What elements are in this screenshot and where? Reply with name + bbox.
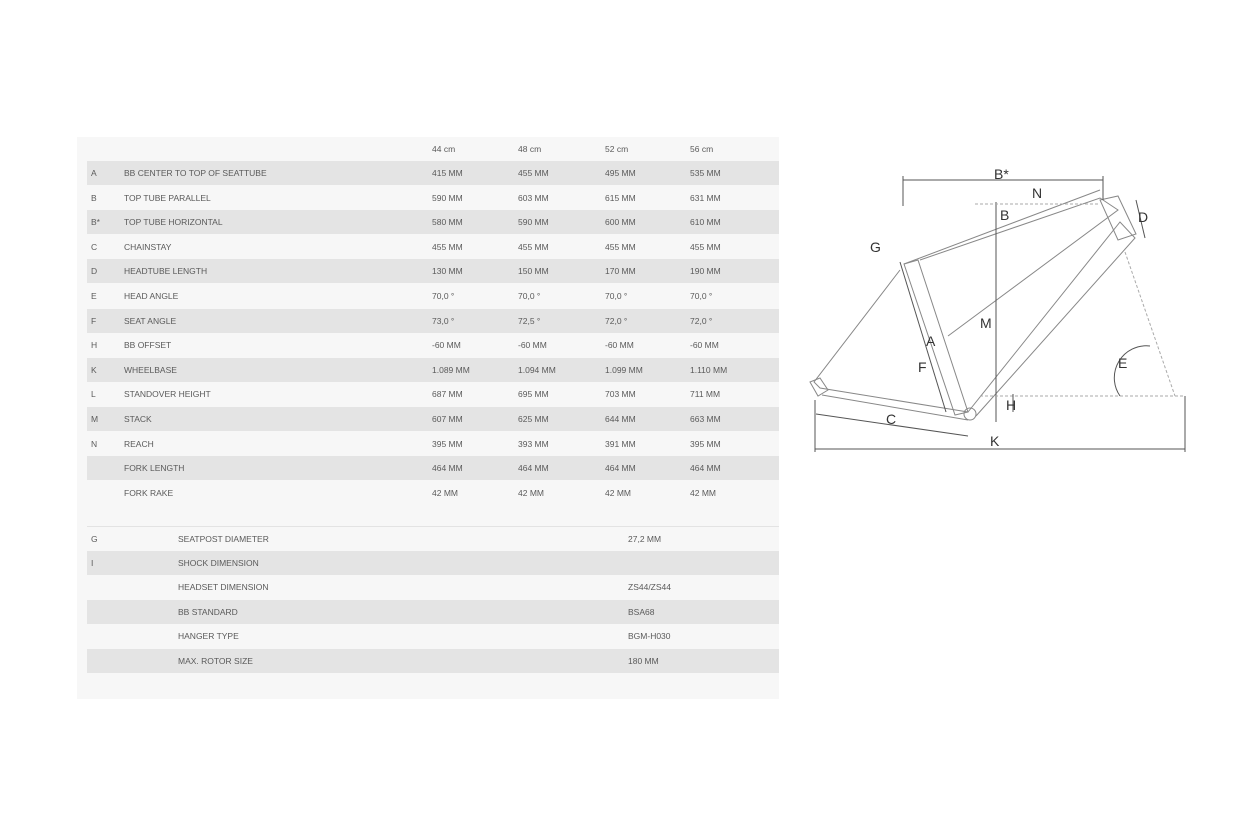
geometry-row (87, 481, 779, 505)
row-value: 42 MM (605, 487, 631, 498)
row-value: 395 MM (432, 438, 463, 449)
row-value: -60 MM (432, 340, 461, 351)
label-g: G (870, 239, 881, 255)
label-n: N (1032, 185, 1043, 201)
spec-row (87, 551, 779, 575)
spec-row (87, 575, 779, 599)
row-value: -60 MM (518, 340, 547, 351)
row-value: 455 MM (605, 241, 636, 252)
row-value: 72,0 ° (690, 315, 713, 326)
size-header: 44 cm (432, 144, 456, 154)
geometry-row (87, 210, 779, 234)
size-header: 48 cm (518, 144, 542, 154)
row-name: BB OFFSET (124, 340, 172, 351)
spec-value: BGM-H030 (628, 631, 671, 642)
spec-name: SHOCK DIMENSION (178, 557, 259, 568)
row-code: E (91, 291, 97, 301)
row-name: CHAINSTAY (124, 241, 172, 252)
row-code: D (91, 266, 98, 277)
row-value: 464 MM (690, 463, 721, 474)
size-header-row (87, 137, 779, 161)
label-b-star: B* (994, 166, 1009, 182)
geometry-row (87, 309, 779, 333)
row-value: -60 MM (605, 340, 634, 351)
spec-code: I (91, 557, 94, 568)
label-d: D (1138, 209, 1149, 225)
spec-value: ZS44/ZS44 (628, 582, 671, 593)
row-value: 415 MM (432, 168, 463, 178)
row-name: HEADTUBE LENGTH (124, 266, 208, 277)
size-header: 52 cm (605, 144, 629, 154)
row-name: STACK (124, 414, 152, 424)
row-value: 703 MM (605, 389, 636, 400)
row-value: 695 MM (518, 389, 549, 400)
spec-name: BB STANDARD (178, 606, 238, 617)
row-value: 590 MM (518, 217, 549, 228)
spec-value: 180 MM (628, 656, 659, 666)
row-value: 607 MM (432, 414, 463, 424)
row-code: H (91, 340, 98, 351)
row-code: C (91, 241, 98, 252)
geometry-row (87, 235, 779, 259)
row-value: 663 MM (690, 414, 721, 424)
row-value: 393 MM (518, 438, 549, 449)
row-code: F (91, 315, 97, 326)
label-k: K (990, 433, 1000, 449)
row-value: 711 MM (690, 389, 721, 400)
row-value: 395 MM (690, 438, 721, 449)
row-name: TOP TUBE HORIZONTAL (124, 217, 223, 228)
row-value: 1.099 MM (605, 364, 643, 375)
row-value: 590 MM (432, 192, 463, 203)
row-code: B (91, 192, 97, 203)
row-value: 1.094 MM (518, 364, 556, 375)
geometry-row (87, 284, 779, 308)
row-code: A (91, 168, 97, 178)
row-code: M (91, 414, 99, 424)
row-value: 130 MM (432, 266, 463, 277)
row-code: B* (91, 217, 100, 228)
spec-name: HANGER TYPE (178, 631, 239, 642)
spec-row (87, 624, 779, 648)
row-value: 610 MM (690, 217, 721, 228)
row-name: TOP TUBE PARALLEL (124, 192, 211, 203)
row-name: STANDOVER HEIGHT (124, 389, 211, 400)
label-h: H (1006, 397, 1017, 413)
row-value: 73,0 ° (432, 315, 455, 326)
row-code: K (91, 364, 97, 375)
row-value: 42 MM (690, 487, 716, 498)
spec-name: SEATPOST DIAMETER (178, 534, 269, 544)
row-value: 70,0 ° (690, 291, 713, 301)
geometry-row (87, 382, 779, 406)
row-value: 687 MM (432, 389, 463, 400)
row-value: 1.089 MM (432, 364, 470, 375)
row-name: REACH (124, 438, 154, 449)
label-a: A (926, 333, 936, 349)
geometry-row (87, 456, 779, 480)
geometry-row (87, 358, 779, 382)
label-f: F (918, 359, 927, 375)
spec-value: BSA68 (628, 606, 655, 617)
geometry-row (87, 333, 779, 357)
geometry-row (87, 259, 779, 283)
row-value: 72,5 ° (518, 315, 541, 326)
size-header: 56 cm (690, 144, 714, 154)
row-value: 190 MM (690, 266, 721, 277)
spec-value: 27,2 MM (628, 534, 662, 544)
frame-geometry-diagram (800, 160, 1200, 470)
row-value: 600 MM (605, 217, 636, 228)
row-name: FORK LENGTH (124, 463, 185, 474)
row-value: 535 MM (690, 168, 721, 178)
row-value: 603 MM (518, 192, 549, 203)
row-value: 464 MM (518, 463, 549, 474)
row-value: 615 MM (605, 192, 636, 203)
geometry-row (87, 407, 779, 431)
row-value: 1.110 MM (690, 364, 728, 375)
row-value: 170 MM (605, 266, 636, 277)
row-value: -60 MM (690, 340, 719, 351)
row-value: 580 MM (432, 217, 463, 228)
row-value: 495 MM (605, 168, 636, 178)
label-e: E (1118, 355, 1128, 371)
row-code: N (91, 438, 98, 449)
spec-name: HEADSET DIMENSION (178, 582, 269, 593)
row-code: L (91, 389, 96, 400)
spec-name: MAX. ROTOR SIZE (178, 656, 253, 666)
geometry-row (87, 432, 779, 456)
row-value: 464 MM (432, 463, 463, 474)
row-value: 70,0 ° (432, 291, 455, 301)
spec-row (87, 526, 779, 551)
row-value: 42 MM (518, 487, 544, 498)
row-value: 464 MM (605, 463, 636, 474)
row-value: 455 MM (432, 241, 463, 252)
label-b: B (1000, 207, 1010, 223)
label-c: C (886, 411, 897, 427)
row-value: 631 MM (690, 192, 721, 203)
geometry-table (77, 137, 779, 699)
row-name: BB CENTER TO TOP OF SEATTUBE (124, 168, 267, 178)
row-name: SEAT ANGLE (124, 315, 177, 326)
row-name: WHEELBASE (124, 364, 177, 375)
row-value: 455 MM (518, 241, 549, 252)
row-value: 455 MM (518, 168, 549, 178)
row-value: 644 MM (605, 414, 636, 424)
row-value: 150 MM (518, 266, 549, 277)
row-value: 70,0 ° (518, 291, 541, 301)
spec-row (87, 649, 779, 673)
spec-code: G (91, 534, 98, 544)
label-m: M (980, 315, 992, 331)
geometry-row (87, 161, 779, 185)
row-name: FORK RAKE (124, 487, 174, 498)
row-value: 625 MM (518, 414, 549, 424)
row-value: 72,0 ° (605, 315, 628, 326)
geometry-row (87, 186, 779, 210)
row-value: 455 MM (690, 241, 721, 252)
row-value: 70,0 ° (605, 291, 628, 301)
row-name: HEAD ANGLE (124, 291, 179, 301)
row-value: 42 MM (432, 487, 458, 498)
row-value: 391 MM (605, 438, 636, 449)
spec-row (87, 600, 779, 624)
